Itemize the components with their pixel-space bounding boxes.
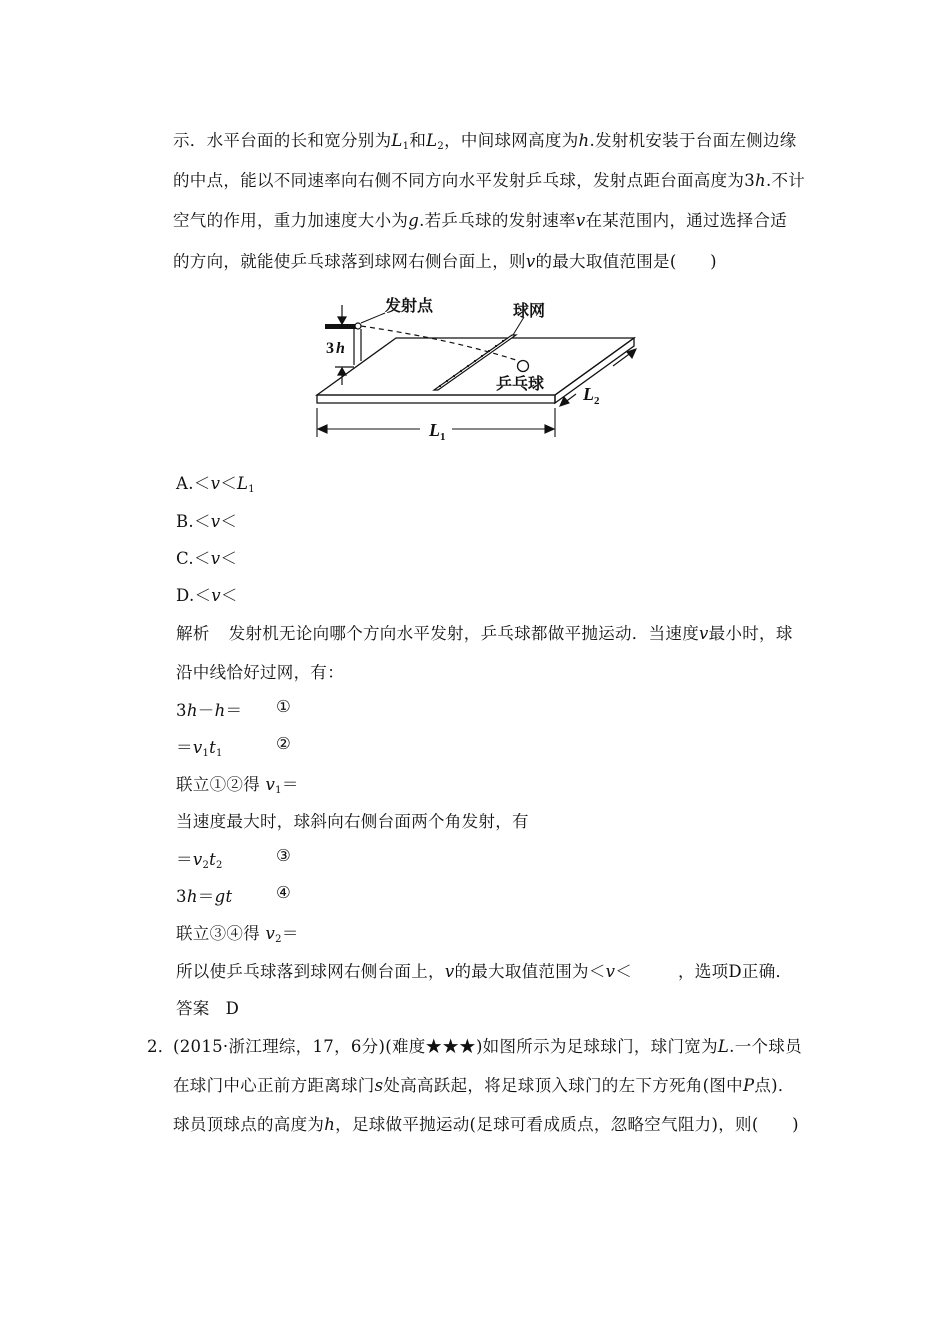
problem2-number: 2． [147, 1037, 175, 1056]
arrow-right-icon [545, 425, 554, 433]
equation-3: $=v_2t_2$ [176, 850, 223, 871]
solution-line-2: 沿中线恰好过网，有： [176, 663, 344, 682]
problem2-line-1: (2015·浙江理综，17，6分)(难度★★★)如图所示为足球球门，球门宽为L.一个球员 [173, 1037, 802, 1056]
arrow-left-icon [318, 425, 327, 433]
svg-text:3h [326, 340, 345, 357]
option-d[interactable]: D.＜v＜ [176, 586, 238, 605]
solution-line-1: 解析 发射机无论向哪个方向水平发射，乒乓球都做平抛运动．当速度v最小时，球 [176, 624, 793, 643]
length-sub: 1 [440, 431, 446, 443]
ball-trajectory [361, 326, 516, 360]
analysis-label: 解析 [176, 624, 210, 643]
arrow-up-icon [338, 368, 346, 375]
ping-pong-ball [518, 361, 529, 372]
net-label: 球网 [513, 301, 546, 320]
launcher [325, 313, 385, 365]
stem-line-3: 空气的作用，重力加速度大小为g.若乒乓球的发射速率v在某范围内，通过选择合适 [173, 211, 788, 230]
length-label: L [429, 420, 440, 440]
table-side-face [555, 338, 634, 403]
equation-1: 3h－h＝ [176, 701, 243, 720]
stem-line-2: 的中点，能以不同速率向右侧不同方向水平发射乒乓球，发射点距台面高度为3h.不计 [173, 171, 806, 190]
svg-text:L1 [428, 420, 446, 443]
launch-point-marker [355, 323, 361, 329]
width-label: L [583, 384, 594, 404]
equation-1-number: ① [276, 697, 292, 716]
equation-2: $=v_1t_1$ [176, 738, 223, 759]
stem-line-4: 的方向，就能使乒乓球落到球网右侧台面上，则v的最大取值范围是( ) [173, 252, 717, 271]
svg-text:L2 [582, 384, 600, 407]
arrow-down-icon [338, 317, 346, 324]
answer-line [176, 995, 239, 1019]
table-tennis-diagram [300, 285, 650, 450]
table-front-face [317, 395, 555, 403]
combine-2: 联立③④得 $v_2=$ [176, 924, 299, 945]
problem2-line-2: 在球门中心正前方距离球门s处高高跃起，将足球顶入球门的左下方死角(图中P点)． [173, 1076, 795, 1095]
option-c[interactable]: C.＜v＜ [176, 549, 238, 568]
conclusion: 所以使乒乓球落到球网右侧台面上，v的最大取值范围为＜v＜ [176, 962, 633, 981]
problem2-line-3: 球员顶球点的高度为h，足球做平抛运动(足球可看成质点，忽略空气阻力)，则( ) [173, 1115, 799, 1134]
combine-1: 联立①②得 $v_1=$ [176, 775, 299, 796]
stem-line-1: 示．水平台面的长和宽分别为$L_1$和$L_2$，中间球网高度为h.发射机安装于台面左侧边缘 [173, 131, 797, 152]
ball-label: 乒乓球 [496, 374, 545, 393]
equation-4: 3h＝gt [176, 887, 233, 906]
height-var: h [336, 340, 345, 357]
answer-value: D [225, 999, 240, 1018]
launch-point-label: 发射点 [385, 296, 434, 315]
equation-4-number: ④ [276, 883, 292, 902]
option-a[interactable]: $A.<v<L_1$ [176, 474, 255, 495]
height-label: 3 [326, 340, 334, 357]
conclusion-end: ，选项D正确． [678, 962, 793, 981]
width-sub: 2 [594, 395, 600, 407]
option-b[interactable]: B.＜v＜ [176, 512, 238, 531]
launch-label-leader [361, 313, 385, 323]
equation-3-number: ③ [276, 846, 292, 865]
equation-2-number: ② [276, 734, 292, 753]
launcher-base [325, 324, 358, 329]
solution-line-3: 当速度最大时，球斜向右侧台面两个角发射，有 [176, 812, 529, 831]
answer-label: 答案 [176, 999, 210, 1018]
